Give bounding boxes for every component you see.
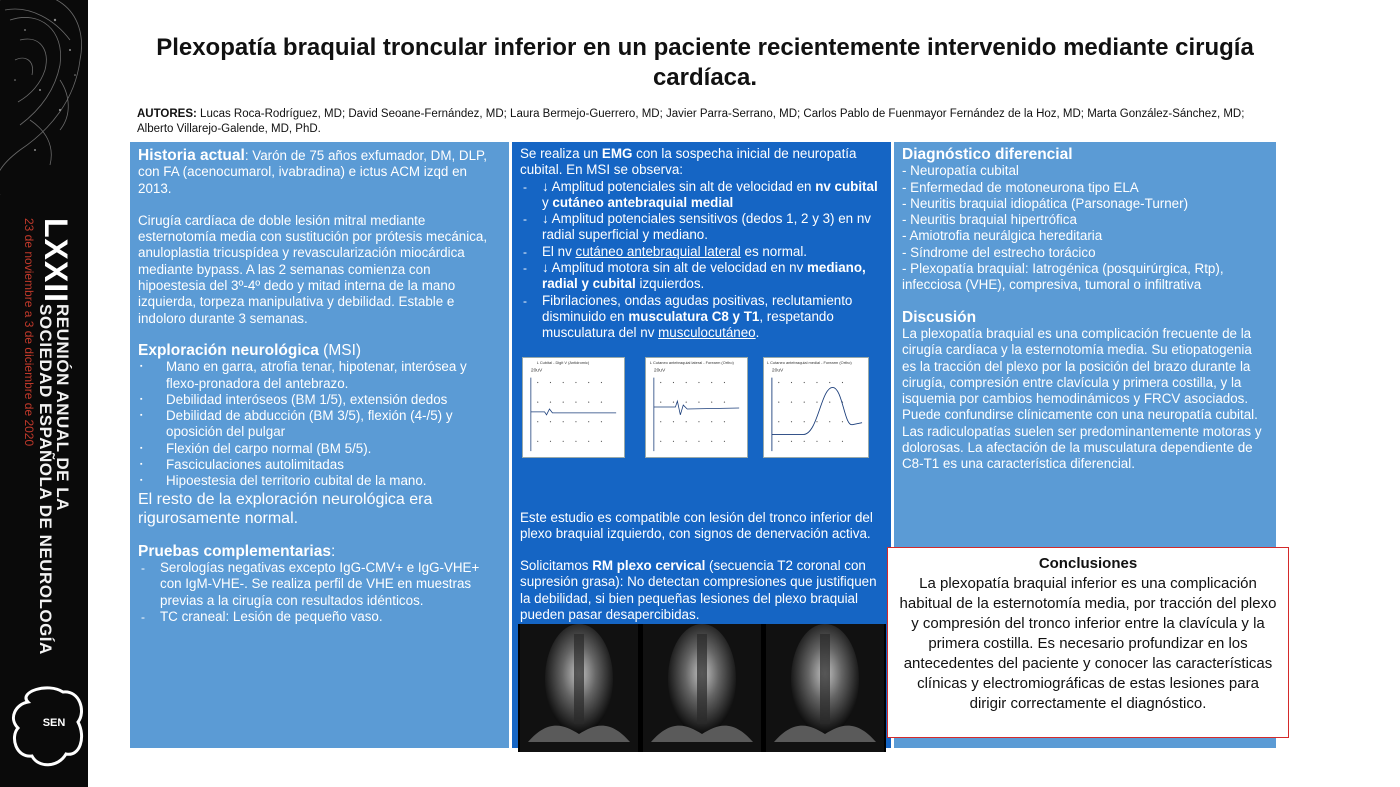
emg-figure-1 — [522, 357, 625, 458]
list-item: ▪ Fasciculaciones autolimitadas — [138, 457, 501, 473]
list-item — [520, 244, 883, 260]
sen-logo-text: SEN — [42, 717, 66, 729]
list-item: - ↓ Amplitud potenciales sensitivos (dedos 1, 2 y 3) en nv radial superficial y mediano. — [520, 211, 883, 244]
mri-coronal-images — [518, 624, 886, 752]
rm-text: Solicitamos — [520, 558, 593, 574]
list-item — [520, 293, 883, 342]
finding-underlined: cutáneo antebraquial lateral — [575, 243, 741, 259]
rm-bold: RM plexo cervical — [592, 558, 706, 574]
column-historia — [130, 142, 509, 748]
historia-title: Historia actual — [138, 147, 245, 164]
finding-text: . — [755, 325, 760, 341]
list-item: - Enfermedad de motoneurona tipo ELA — [902, 179, 1139, 195]
list-item — [520, 260, 883, 293]
discusion-title: Discusión — [902, 308, 977, 326]
emg-figure-3-scale: 20uV — [771, 368, 784, 374]
list-item: - Serologías negativas excepto IgG-CMV+ e IgG-VHE+ con IgM-VHE-. Se realiza perfil de VHE en muestras previas a la cirugía con resultados idénticos. — [138, 560, 501, 609]
finding-text: y — [542, 194, 553, 210]
list-item: ▪ Debilidad de abducción (BM 3/5), flexión (4-/5) y oposición del pulgar — [138, 408, 501, 441]
event-line-2: SOCIEDAD ESPAÑOLA DE NEUROLOGÍA — [36, 304, 55, 655]
emg-figure-1-label: L Cubital - Digit V (Antidromic) — [536, 359, 590, 365]
finding-bold: cutáneo antebraquial medial — [552, 194, 734, 210]
finding-text: izquierdos. — [635, 276, 705, 292]
discusion-text: La plexopatía braquial es una complicación frecuente de la cirugía cardíaca y la esternotomía media. Su etiopatogenia es la tracción del plexo por la posición del brazo durante la cirugía, compresión entre clavícula y primera costilla, y la isquemia por cambios hemodinámicos y FRCV asociados. Puede confundirse clínicamente con una neuropatía cubital. Las radiculopatías suelen ser predominantemente motoras y dolorosas. La afectación de la musculatura dependiente de C8-T1 es una característica diferencial. — [902, 325, 1262, 472]
list-item: ▪ Debilidad interóseos (BM 1/5), extensión dedos — [138, 392, 501, 408]
sen-logo-icon — [8, 682, 86, 772]
emg-intro-text: Se realiza un — [520, 146, 602, 161]
authors-label: AUTORES: — [137, 108, 197, 120]
list-item — [520, 179, 883, 212]
list-item: - Neuritis braquial hipertrófica — [902, 212, 1077, 228]
event-line-1: REUNIÓN ANUAL DE LA — [53, 304, 72, 511]
list-item: - Neuritis braquial idiopática (Parsonage-Turner) — [902, 195, 1189, 211]
event-title-vertical — [22, 218, 74, 655]
dd-list — [902, 163, 1268, 293]
conclusions-title: Conclusiones — [1038, 555, 1138, 572]
event-dates: 23 de noviembre a 3 de diciembre de 2020 — [22, 218, 36, 447]
emg-figure-2-label: L Cutaneo antebraquial lateral - Forearm (Ortho) — [649, 359, 734, 365]
poster-title: Plexopatía braquial troncular inferior en un paciente recientemente intervenido mediante cirugía cardíaca. — [156, 34, 1254, 91]
list-item: - Síndrome del estrecho torácico — [902, 244, 1096, 260]
finding-bold: mediano, radial y cubital — [542, 260, 866, 292]
exploracion-list — [138, 359, 501, 489]
emg-figure-2 — [645, 357, 748, 458]
finding-text: Fibrilaciones, ondas agudas positivas, reclutamiento disminuido en — [542, 292, 853, 324]
finding-text: El nv — [542, 243, 576, 259]
list-item: ▪ Hipoestesia del territorio cubital de la mano. — [138, 473, 501, 489]
event-sidebar — [0, 0, 88, 787]
list-item: - Plexopatía braquial: Iatrogénica (posquirúrgica, Rtp), infecciosa (VHE), compresiva, tumoral o infiltrativa — [902, 261, 1224, 293]
historia-paragraph — [138, 148, 501, 197]
conclusions-text: La plexopatía braquial inferior es una complicación habitual de la esternotomía media, por tracción del plexo y compresión del tronco inferior entre la clavícula y la primera costilla. Es necesario profundizar en los antecedentes del paciente y conocer las características clínicas y electromiográficas de estas lesiones para dirigir correctamente el diagnóstico. — [899, 575, 1277, 712]
event-number: LXXII — [38, 218, 74, 304]
finding-bold: musculatura C8 y T1 — [628, 308, 760, 324]
authors — [137, 107, 1272, 137]
exploracion-title: Exploración neurológica — [138, 341, 319, 359]
pruebas-suffix: : — [330, 542, 336, 560]
list-item: - TC craneal: Lesión de pequeño vaso. — [138, 609, 501, 625]
list-item: - Amiotrofia neurálgica hereditaria — [902, 228, 1103, 244]
pruebas-heading — [138, 544, 501, 560]
resto-exploracion: El resto de la exploración neurológica era rigurosamente normal. — [138, 490, 433, 527]
emg-intro-text-2: con la sospecha inicial de neuropatía cubital. En MSI se observa: — [520, 146, 857, 178]
finding-underlined: musculocutáneo — [658, 325, 756, 341]
brain-illustration — [0, 0, 88, 200]
conclusions-box — [887, 547, 1289, 738]
cirugia-paragraph: Cirugía cardíaca de doble lesión mitral mediante esternotomía media con sustitución por prótesis mecánica, anuloplastia tricuspídea y revascularización miocárdica mediante bypass. A las 2 semanas comienza con hipoestesia del 3º-4º dedo y mitad interna de la mano izquierda, torpeza manipulativa y debilidad. Estable e indoloro durante 3 semanas. — [138, 212, 488, 326]
finding-text: ↓ Amplitud motora sin alt de velocidad en nv — [542, 260, 807, 276]
emg-figure-1-scale: 20uV — [530, 368, 543, 374]
pruebas-title: Pruebas complementarias — [138, 542, 331, 560]
rm-text-2: (secuencia T2 coronal con supresión grasa): No detectan compresiones que justifiquen la debilidad, si bien pequeñas lesiones del plexo braquial pueden pasar desapercibidas. — [520, 558, 877, 623]
rm-paragraph — [520, 558, 883, 623]
list-item: - Neuropatía cubital — [902, 163, 1019, 179]
dd-title: Diagnóstico diferencial — [902, 146, 1073, 163]
finding-bold: nv cubital — [815, 178, 878, 194]
emg-figure-3-label: L Cutaneo antebraquial medial - Forearm (Ortho) — [766, 359, 852, 365]
pruebas-list — [138, 560, 501, 625]
finding-text: es normal. — [740, 243, 808, 259]
list-item: ▪ Mano en garra, atrofia tenar, hipotenar, interósea y flexo-pronadora del antebrazo. — [138, 359, 501, 392]
emg-figure-3 — [763, 357, 869, 458]
exploracion-suffix: (MSI) — [318, 341, 362, 359]
finding-text: ↓ Amplitud potenciales sin alt de velocidad en — [542, 178, 816, 194]
list-item: ▪ Flexión del carpo normal (BM 5/5). — [138, 441, 501, 457]
emg-findings-list — [520, 179, 883, 342]
exploracion-heading — [138, 343, 501, 359]
emg-figure-2-scale: 20uV — [653, 368, 666, 374]
historia-text: : Varón de 75 años exfumador, DM, DLP, con FA (acenocumarol, ivabradina) e ictus ACM izqd en 2013. — [138, 148, 487, 196]
emg-intro-bold: EMG — [601, 146, 633, 161]
finding-text: , respetando musculatura del nv — [542, 308, 834, 341]
compatible-paragraph: Este estudio es compatible con lesión del tronco inferior del plexo braquial izquierdo, con signos de denervación activa. — [520, 509, 873, 541]
emg-intro — [520, 146, 883, 179]
authors-list: Lucas Roca-Rodríguez, MD; David Seoane-Fernández, MD; Laura Bermejo-Guerrero, MD; Javier Parra-Serrano, MD; Carlos Pablo de Fuenmayor Fernández de la Hoz, MD; Marta González-Sánchez, MD; Alberto Villarejo-Galende, MD, PhD. — [137, 108, 1245, 135]
